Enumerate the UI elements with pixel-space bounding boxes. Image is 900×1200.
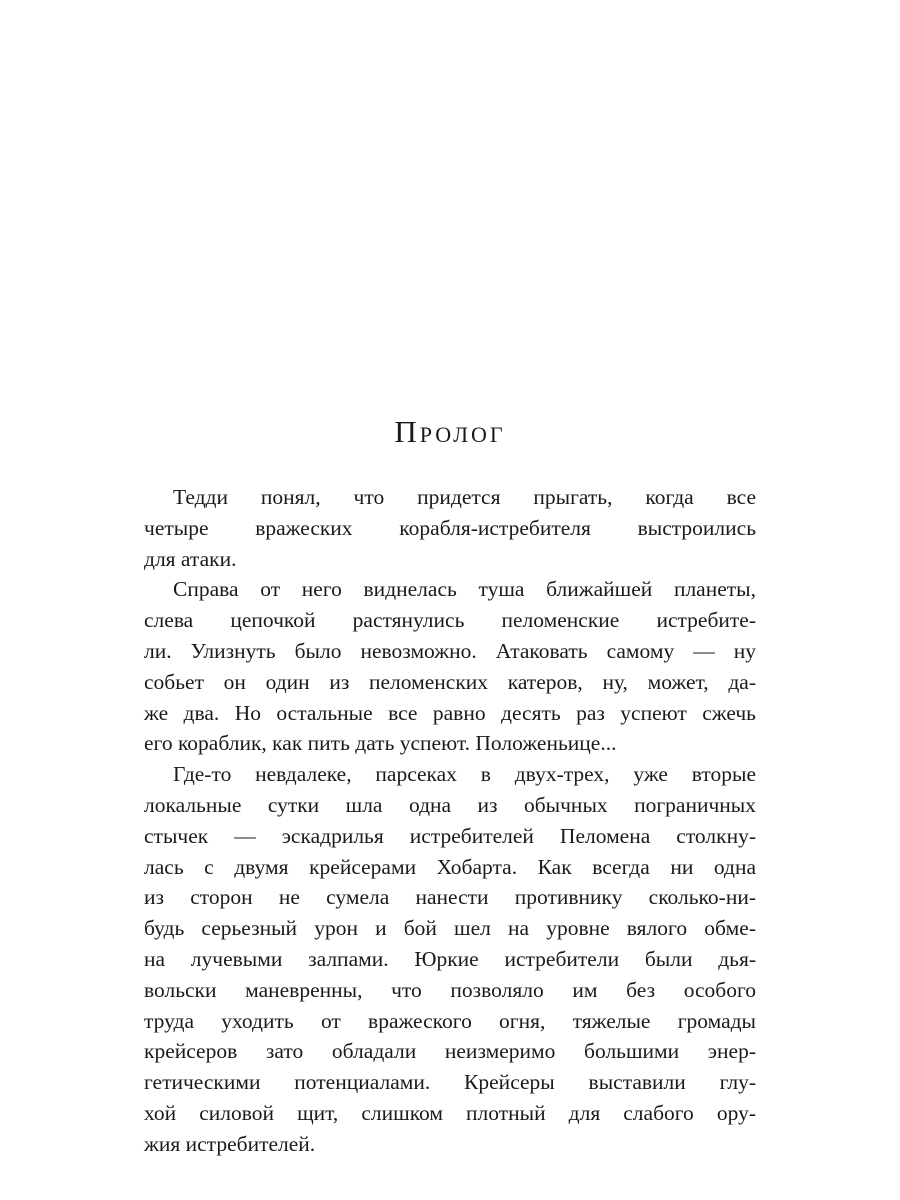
paragraph-3-line-12: хой силовой щит, слишком плотный для слабого ору-	[144, 1100, 756, 1125]
paragraph-1-line-1: Тедди понял, что придется прыгать, когда все	[173, 485, 756, 509]
paragraph-1-line-3: для атаки.	[144, 546, 237, 571]
paragraph-3-line-7: на лучевыми залпами. Юркие истребители были дья-	[144, 946, 756, 971]
paragraph-3-line-11: гетическими потенциалами. Крейсеры выставили глу-	[144, 1070, 756, 1095]
paragraph-2-line-1: Справа от него виднелась туша ближайшей планеты,	[173, 577, 756, 602]
paragraph-3-line-13: жия истребителей.	[144, 1131, 316, 1156]
paragraph-3-line-3: стычек — эскадрилья истребителей Пеломена столкну-	[144, 823, 756, 848]
body-text	[144, 482, 756, 1160]
paragraph-3-line-2: локальные сутки шла одна из обычных пограничных	[144, 792, 756, 817]
paragraph-3-line-8: вольски маневренны, что позволяло им без особого	[144, 977, 756, 1002]
paragraph-3-line-6: будь серьезный урон и бой шел на уровне вялого обме-	[144, 916, 756, 941]
paragraph-2-line-3: ли. Улизнуть было невозможно. Атаковать самому — ну	[144, 638, 756, 663]
paragraph-3-line-10: крейсеров зато обладали неизмеримо большими энер-	[144, 1039, 756, 1064]
chapter-title: Пролог	[394, 414, 506, 449]
paragraph-2-line-6: его кораблик, как пить дать успеют. Положеньице...	[144, 731, 617, 756]
paragraph-3-line-4: лась с двумя крейсерами Хобарта. Как всегда ни одна	[144, 854, 756, 879]
paragraph-3-line-1: Где-то невдалеке, парсеках в двух-трех, уже вторые	[173, 762, 756, 787]
paragraph-1-line-2: четыре вражеских корабля-истребителя выстроились	[144, 515, 756, 540]
paragraph-3-line-5: из сторон не сумела нанести противнику сколько-ни-	[144, 885, 756, 910]
paragraph-2-line-2: слева цепочкой растянулись пеломенские истребите-	[144, 608, 756, 633]
paragraph-2-line-4: собьет он один из пеломенских катеров, ну, может, да-	[144, 669, 756, 694]
paragraph-3-line-9: труда уходить от вражеского огня, тяжелые громады	[144, 1008, 756, 1033]
paragraph-2-line-5: же два. Но остальные все равно десять раз успеют сжечь	[144, 700, 756, 725]
